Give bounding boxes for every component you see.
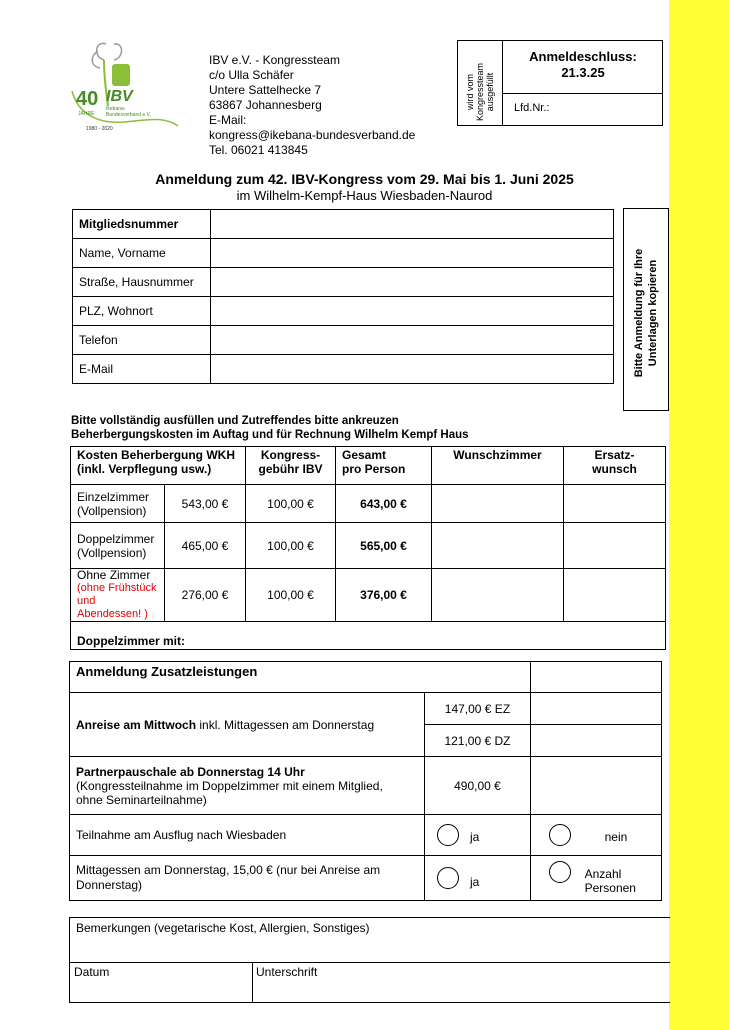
serial-number-label: Lfd.Nr.: xyxy=(514,102,550,114)
city-field[interactable] xyxy=(211,297,614,326)
date-signature-divider xyxy=(252,963,253,1003)
partner-package-label: Partnerpauschale ab Donnerstag 14 Uhr (Kongressteilnahme im Doppelzimmer mit einem Mitglied, ohne Seminarteilnahme) xyxy=(70,757,425,815)
room-type-none: Ohne Zimmer (ohne Frühstück und Abendessen! ) xyxy=(71,569,165,622)
email-label: E-Mail xyxy=(73,355,211,384)
city-label: PLZ, Wohnort xyxy=(73,297,211,326)
form-row-phone xyxy=(73,326,614,355)
form-row-email xyxy=(73,355,614,384)
alt-single-field[interactable] xyxy=(564,485,666,523)
fee-single: 100,00 € xyxy=(246,485,336,523)
signature-label: Unterschrift xyxy=(256,965,318,979)
lunch-label: Mittagessen am Donnerstag, 15,00 € (nur bei Anreise am Donnerstag) xyxy=(70,856,425,901)
total-single: 643,00 € xyxy=(336,485,432,523)
remarks-field[interactable] xyxy=(70,918,670,962)
form-row-city xyxy=(73,297,614,326)
trip-row xyxy=(70,815,662,856)
filled-by-team-note: wird vom Kongressteam ausgefüllt xyxy=(465,62,495,122)
lunch-count-radio[interactable] xyxy=(549,861,571,883)
page-title: Anmeldung zum 42. IBV-Kongress vom 29. Mai bis 1. Juni 2025 xyxy=(155,171,574,187)
extras-header-row xyxy=(70,662,662,693)
yellow-margin-bar xyxy=(669,0,729,1030)
deadline-box xyxy=(457,40,663,126)
remarks-divider xyxy=(70,962,670,963)
arrival-price-double: 121,00 € DZ xyxy=(424,725,531,757)
arrival-price-single: 147,00 € EZ xyxy=(424,693,531,725)
header-congress-fee: Kongress- gebühr IBV xyxy=(246,447,336,485)
date-label: Datum xyxy=(74,965,110,979)
trip-no-radio[interactable] xyxy=(549,824,571,846)
page-subtitle: im Wilhelm-Kempf-Haus Wiesbaden-Naurod xyxy=(236,188,493,203)
extras-heading: Anmeldung Zusatzleistungen xyxy=(70,662,531,693)
fee-double: 100,00 € xyxy=(246,523,336,569)
form-row-member-number xyxy=(73,210,614,239)
logo-years-word: JAHRE xyxy=(78,111,95,117)
lunch-count-label: Anzahl Personen xyxy=(584,867,636,895)
deadline-heading: Anmeldeschluss: 21.3.25 xyxy=(502,49,664,81)
extras-table xyxy=(69,661,662,901)
total-double: 565,00 € xyxy=(336,523,432,569)
deadline-date: 21.3.25 xyxy=(561,65,605,80)
room-type-single: Einzelzimmer (Vollpension) xyxy=(71,485,165,523)
contact-phone: Tel. 06021 413845 xyxy=(209,143,308,157)
header-lodging-cost: Kosten Beherbergung WKH (inkl. Verpflegung usw.) xyxy=(71,447,246,485)
contact-email: kongress@ikebana-bundesverband.de xyxy=(209,128,416,142)
trip-yes-option[interactable]: ja xyxy=(424,815,531,856)
copy-reminder-text: Bitte Anmeldung für Ihre Unterlagen kopieren xyxy=(633,248,659,378)
alt-none-field[interactable] xyxy=(564,569,666,622)
trip-label: Teilnahme am Ausflug nach Wiesbaden xyxy=(70,815,425,856)
member-number-field[interactable] xyxy=(211,210,614,239)
wish-single-field[interactable] xyxy=(432,485,564,523)
phone-field[interactable] xyxy=(211,326,614,355)
remarks-label: Bemerkungen (vegetarische Kost, Allergien, Sonstiges) xyxy=(76,921,370,935)
arrival-single-select[interactable] xyxy=(531,693,662,725)
partner-price: 490,00 € xyxy=(424,757,531,815)
partner-select[interactable] xyxy=(531,757,662,815)
double-with-row xyxy=(71,622,666,650)
name-label: Name, Vorname xyxy=(73,239,211,268)
partner-row xyxy=(70,757,662,815)
fee-none: 100,00 € xyxy=(246,569,336,622)
header-preferred-room: Wunschzimmer xyxy=(432,447,564,485)
phone-label: Telefon xyxy=(73,326,211,355)
email-field[interactable] xyxy=(211,355,614,384)
form-row-street xyxy=(73,268,614,297)
lunch-count-option[interactable] xyxy=(531,856,662,901)
form-row-name xyxy=(73,239,614,268)
name-field[interactable] xyxy=(211,239,614,268)
no-room-note: (ohne Frühstück und Abendessen! ) xyxy=(77,582,157,620)
personal-data-table xyxy=(72,209,614,384)
trip-no-option[interactable]: nein xyxy=(531,815,662,856)
street-field[interactable] xyxy=(211,268,614,297)
logo-org-name: Ikebana- Bundesverband e.V. xyxy=(106,106,151,118)
logo-brand: IBV xyxy=(106,88,133,105)
instructions: Bitte vollständig ausfüllen und Zutreffendes bitte ankreuzen Beherbergungskosten im Auftag und für Rechnung Wilhelm Kempf Haus xyxy=(71,415,469,441)
lunch-yes-option[interactable]: ja xyxy=(424,856,531,901)
double-with-field[interactable]: Doppelzimmer mit: xyxy=(71,622,666,650)
remarks-section xyxy=(69,917,670,1003)
wish-double-field[interactable] xyxy=(432,523,564,569)
lodging-row-single xyxy=(71,485,666,523)
price-single: 543,00 € xyxy=(165,485,246,523)
total-none: 376,00 € xyxy=(336,569,432,622)
logo-years-range: 1980 - 2020 xyxy=(86,126,113,132)
lodging-table xyxy=(70,446,666,650)
lodging-row-double xyxy=(71,523,666,569)
street-label: Straße, Hausnummer xyxy=(73,268,211,297)
price-none: 276,00 € xyxy=(165,569,246,622)
lodging-header-row xyxy=(71,447,666,485)
lunch-yes-radio[interactable] xyxy=(437,867,459,889)
room-type-double: Doppelzimmer (Vollpension) xyxy=(71,523,165,569)
logo-number: 40 xyxy=(76,88,99,110)
lunch-row xyxy=(70,856,662,901)
alt-double-field[interactable] xyxy=(564,523,666,569)
arrival-row-ez xyxy=(70,693,662,725)
member-number-label: Mitgliedsnummer xyxy=(73,210,211,239)
header-total: Gesamt pro Person xyxy=(336,447,432,485)
arrival-wednesday-label: Anreise am Mittwoch inkl. Mittagessen am Donnerstag xyxy=(70,693,425,757)
lodging-row-no-room xyxy=(71,569,666,622)
ibv-logo xyxy=(68,36,188,136)
wish-none-field[interactable] xyxy=(432,569,564,622)
header-alternative: Ersatz- wunsch xyxy=(564,447,666,485)
arrival-double-select[interactable] xyxy=(531,725,662,757)
copy-reminder-box xyxy=(623,208,669,411)
sender-address: IBV e.V. - Kongressteam c/o Ulla Schäfer Untere Sattelhecke 7 63867 Johannesberg E-Mail: kongress@ikebana-bundesverband.de Tel. 06021 413845 xyxy=(209,53,416,157)
price-double: 465,00 € xyxy=(165,523,246,569)
trip-yes-radio[interactable] xyxy=(437,824,459,846)
